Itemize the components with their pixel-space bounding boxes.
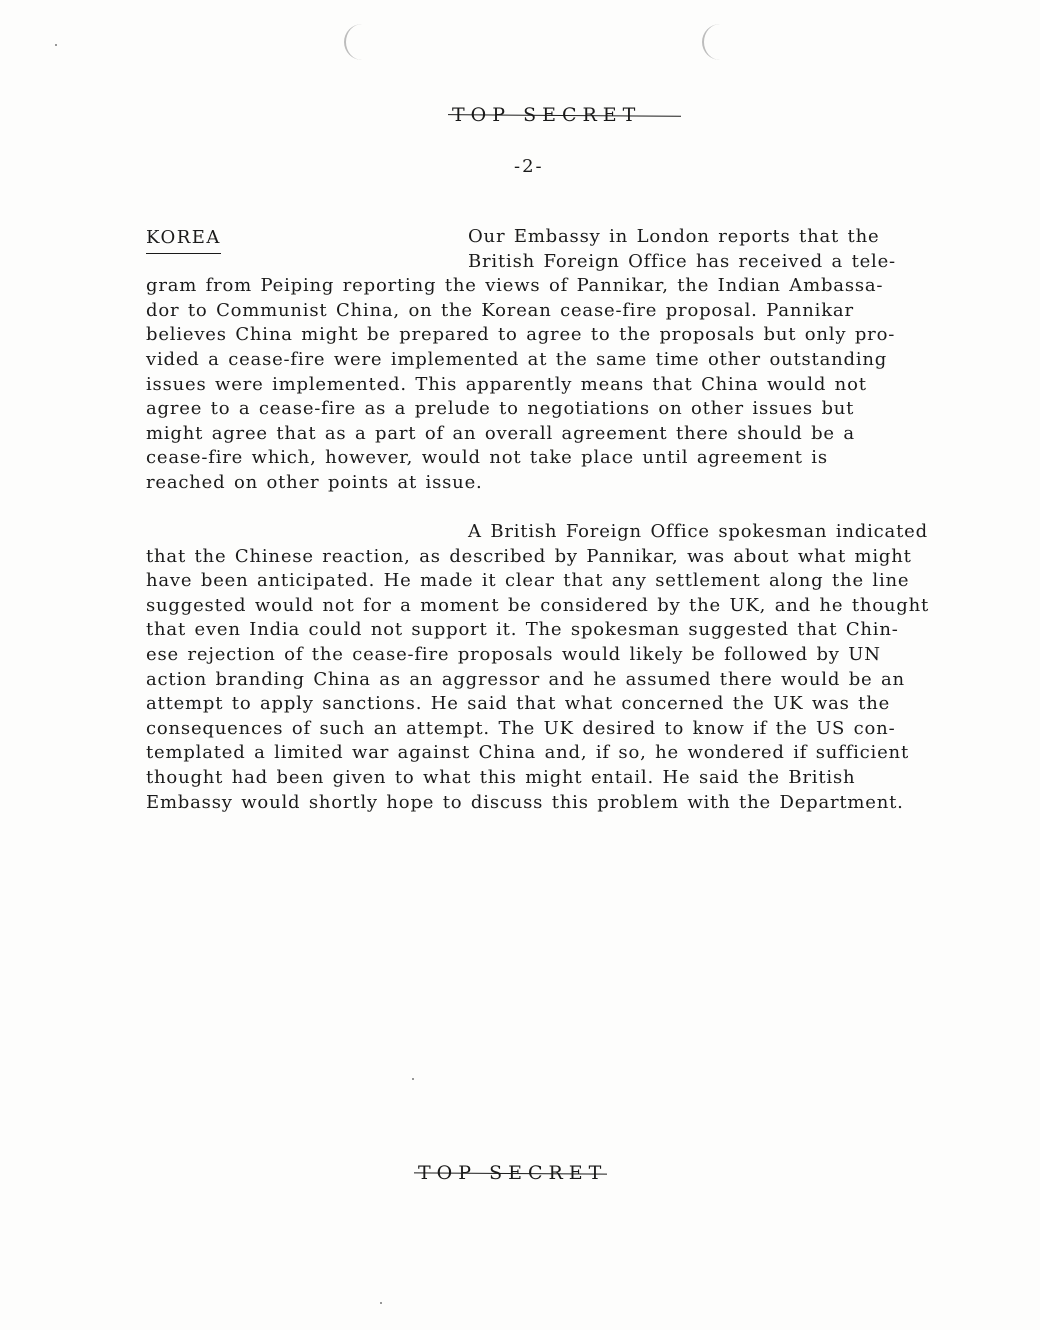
paragraph-line: agree to a cease-fire as a prelude to negotiations on other issues but	[146, 398, 855, 420]
header-classification	[452, 104, 641, 126]
binder-hole-mark-left	[344, 24, 364, 60]
paragraph-line: thought had been given to what this might entail. He said the British	[146, 766, 856, 788]
header-classification-text: TOP SECRET	[452, 104, 642, 126]
binder-hole-mark-right	[702, 24, 722, 60]
paragraph-line: issues were implemented. This apparently means that China would not	[146, 373, 867, 395]
section-heading-korea: KOREA	[146, 227, 221, 254]
paragraph-line: suggested would not for a moment be considered by the UK, and he thought	[146, 594, 930, 616]
paragraph-1	[146, 225, 946, 496]
paragraph-line: attempt to apply sanctions. He said that what concerned the UK was the	[146, 693, 891, 715]
paragraph-line: that the Chinese reaction, as described by Pannikar, was about what might	[146, 545, 912, 567]
footer-classification	[418, 1162, 607, 1184]
paragraph-line: cease-fire which, however, would not take place until agreement is	[146, 447, 828, 469]
paragraph-line: ese rejection of the cease-fire proposals would likely be followed by UN	[146, 643, 881, 665]
paragraph-line: consequences of such an attempt. The UK desired to know if the US con-	[146, 717, 896, 739]
page-number: -2-	[514, 156, 544, 177]
paragraph-line: might agree that as a part of an overall agreement there should be a	[146, 422, 855, 444]
paragraph-line: A British Foreign Office spokesman indicated	[468, 521, 928, 542]
paragraph-line: gram from Peiping reporting the views of Pannikar, the Indian Ambassa-	[146, 275, 884, 297]
paper-speck	[55, 44, 57, 46]
paragraph-line: believes China might be prepared to agree to the proposals but only pro-	[146, 324, 896, 346]
paragraph-2	[146, 520, 946, 815]
paragraph-line: templated a limited war against China and, if so, he wondered if sufficient	[146, 742, 909, 764]
paragraph-line: have been anticipated. He made it clear that any settlement along the line	[146, 570, 910, 592]
paragraph-line: Our Embassy in London reports that the	[468, 226, 880, 247]
paragraph-line: dor to Communist China, on the Korean cease-fire proposal. Pannikar	[146, 299, 854, 321]
paragraph-line: British Foreign Office has received a tele-	[468, 250, 896, 272]
paragraph-line: reached on other points at issue.	[146, 471, 483, 493]
paragraph-line: action branding China as an aggressor and he assumed there would be an	[146, 668, 905, 690]
paper-speck	[412, 1078, 414, 1080]
paragraph-line: that even India could not support it. The spokesman suggested that Chin-	[146, 619, 899, 641]
paragraph-line: vided a cease-fire were implemented at the same time other outstanding	[146, 348, 888, 370]
footer-classification-text: TOP SECRET	[418, 1162, 608, 1184]
paragraph-line: Embassy would shortly hope to discuss this problem with the Department.	[146, 791, 904, 813]
paper-speck	[380, 1302, 382, 1304]
